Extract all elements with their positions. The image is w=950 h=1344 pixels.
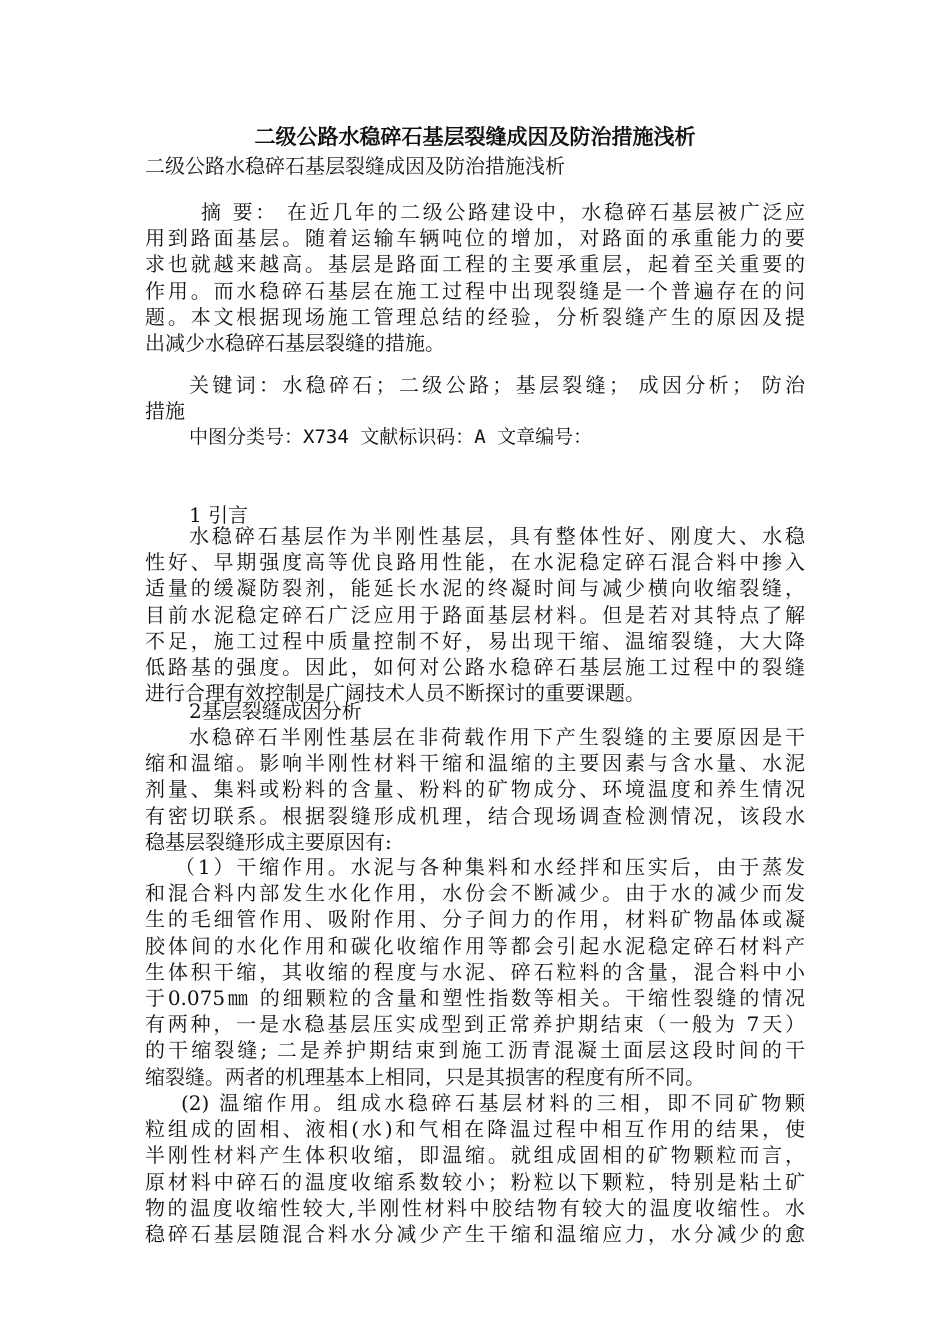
paragraph-line: 稳碎石基层随混合料水分减少产生干缩和温缩应力，水分减少的愈 xyxy=(145,1221,805,1246)
keywords-paragraph xyxy=(145,372,805,424)
classification-line xyxy=(145,424,805,450)
abstract-line: 题。本文根据现场施工管理总结的经验，分析裂缝产生的原因及提 xyxy=(145,304,805,329)
paragraph-line: 不足，施工过程中质量控制不好，易出现干缩、温缩裂缝，大大降 xyxy=(145,628,805,653)
paragraph-line: 原材料中碎石的温度收缩系数较小；粉粒以下颗粒，特别是粘土矿 xyxy=(145,1169,805,1194)
paragraph-line: 水稳碎石半刚性基层在非荷载作用下产生裂缝的主要原因是干 xyxy=(189,725,805,749)
section-2-heading xyxy=(145,698,805,724)
paragraph-line: （1）干缩作用。水泥与各种集料和水经拌和压实后，由于蒸发 xyxy=(175,855,805,879)
paragraph-line: 目前水泥稳定碎石广泛应用于路面基层材料。但是若对其特点了解 xyxy=(145,602,805,627)
drying-shrinkage-paragraph xyxy=(145,854,805,1090)
paragraph-line: (2) 温缩作用。组成水稳碎石基层材料的三相，即不同矿物颗 xyxy=(181,1091,805,1115)
paragraph-line: 稳基层裂缝形成主要原因有: xyxy=(145,829,392,854)
abstract-line: 摘 要： 在近几年的二级公路建设中，水稳碎石基层被广泛应 xyxy=(201,200,805,224)
paragraph-line: 低路基的强度。因此，如何对公路水稳碎石基层施工过程中的裂缝 xyxy=(145,654,805,679)
thermal-shrinkage-paragraph xyxy=(145,1090,805,1247)
paragraph-line: 水稳碎石基层作为半刚性基层，具有整体性好、刚度大、水稳 xyxy=(189,524,805,548)
classification-text: 中图分类号：X734 文献标识码：A 文章编号： xyxy=(189,426,593,448)
abstract-paragraph xyxy=(145,199,805,356)
paragraph-line: 进行合理有效控制是广阔技术人员不断探讨的重要课题。 xyxy=(145,681,645,706)
paragraph-line: 生体积干缩，其收缩的程度与水泥、碎石粒料的含量，混合料中小 xyxy=(145,959,805,984)
paragraph-line: 的干缩裂缝; 二是养护期结束到施工沥青混凝土面层这段时间的干 xyxy=(145,1038,805,1063)
document-subtitle: 二级公路水稳碎石基层裂缝成因及防治措施浅析 xyxy=(145,154,565,178)
section-heading: 2基层裂缝成因分析 xyxy=(189,699,362,723)
paragraph-line: 于0.075㎜ 的细颗粒的含量和塑性指数等相关。干缩性裂缝的情况 xyxy=(145,985,805,1010)
abstract-line: 用到路面基层。随着运输车辆吨位的增加，对路面的承重能力的要 xyxy=(145,226,805,251)
paragraph-line: 胶体间的水化作用和碳化收缩作用等都会引起水泥稳定碎石材料产 xyxy=(145,933,805,958)
keywords-line: 关键词：水稳碎石；二级公路；基层裂缝； 成因分析； 防治 xyxy=(189,373,805,397)
section-2-intro-paragraph xyxy=(145,724,805,855)
abstract-line: 求也就越来越高。基层是路面工程的主要承重层，起着至关重要的 xyxy=(145,252,805,277)
paragraph-line: 有密切联系。根据裂缝形成机理，结合现场调查检测情况，该段水 xyxy=(145,803,805,828)
paragraph-line: 性好、早期强度高等优良路用性能，在水泥稳定碎石混合料中掺入 xyxy=(145,550,805,575)
paragraph-line: 缩和温缩。影响半刚性材料干缩和温缩的主要因素与含水量、水泥 xyxy=(145,751,805,776)
abstract-line: 作用。而水稳碎石基层在施工过程中出现裂缝是一个普遍存在的问 xyxy=(145,278,805,303)
section-heading: 1 引言 xyxy=(189,503,249,527)
paragraph-line: 生的毛细管作用、吸附作用、分子间力的作用，材料矿物晶体或凝 xyxy=(145,907,805,932)
document-title: 二级公路水稳碎石基层裂缝成因及防治措施浅析 xyxy=(254,124,696,149)
paragraph-line: 缩裂缝。两者的机理基本上相同，只是其损害的程度有所不同。 xyxy=(145,1064,705,1089)
section-1-paragraph xyxy=(145,523,805,706)
keywords-line: 措施 xyxy=(145,399,185,424)
paragraph-line: 和混合料内部发生水化作用，水份会不断减少。由于水的减少而发 xyxy=(145,881,805,906)
paragraph-line: 物的温度收缩性较大,半刚性材料中胶结物有较大的温度收缩性。水 xyxy=(145,1195,805,1220)
paragraph-line: 粒组成的固相、液相(水)和气相在降温过程中相互作用的结果，使 xyxy=(145,1117,805,1142)
paragraph-line: 剂量、集料或粉料的含量、粉料的矿物成分、环境温度和养生情况 xyxy=(145,777,805,802)
paragraph-line: 半刚性材料产生体积收缩，即温缩。就组成固相的矿物颗粒而言， xyxy=(145,1143,805,1168)
abstract-line: 出减少水稳碎石基层裂缝的措施。 xyxy=(145,330,445,355)
paragraph-line: 适量的缓凝防裂剂，能延长水泥的终凝时间与减少横向收缩裂缝， xyxy=(145,576,805,601)
paragraph-line: 有两种，一是水稳基层压实成型到正常养护期结束（一般为 7天） xyxy=(145,1012,805,1037)
